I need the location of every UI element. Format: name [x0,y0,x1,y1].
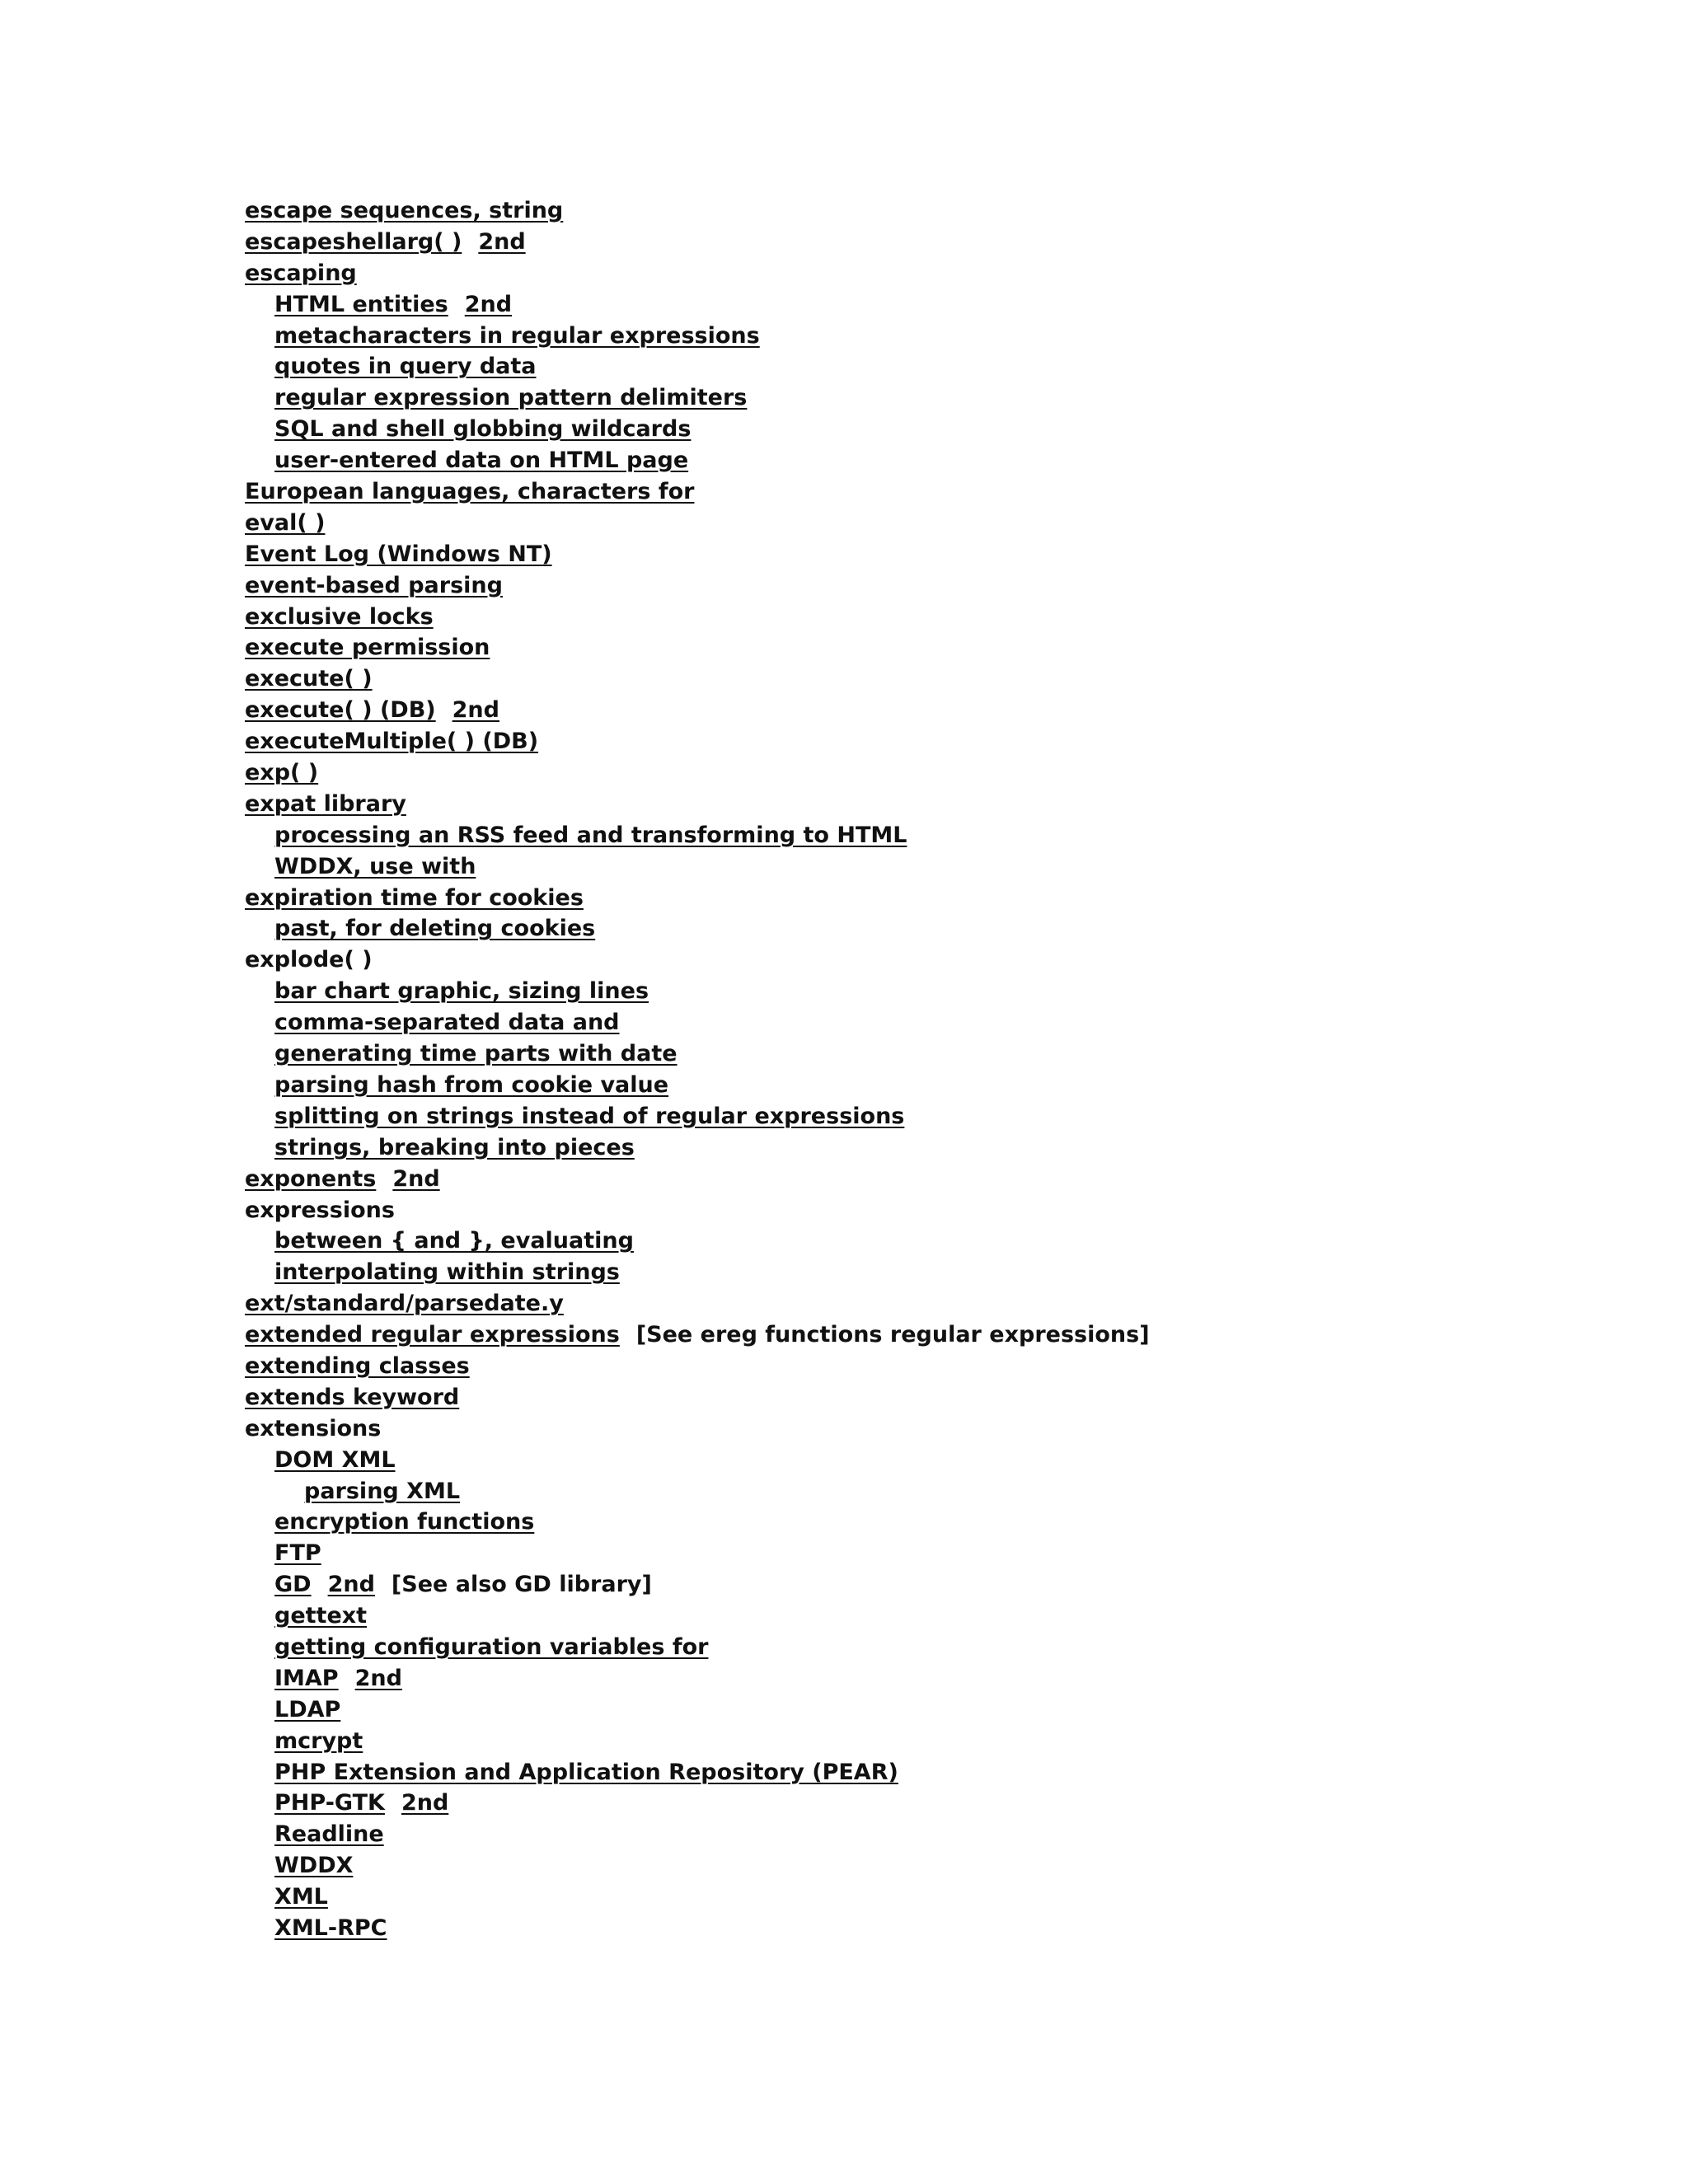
index-entry [245,1601,1646,1632]
index-term-link[interactable]: mcrypt [274,1727,363,1754]
index-term-link[interactable]: regular expression pattern delimiters [274,385,748,411]
index-entry [245,1882,1646,1913]
index-term: expressions [245,1197,395,1223]
index-term-link[interactable]: comma-separated data and [274,1010,620,1036]
index-term-link[interactable]: extends keyword [245,1384,460,1410]
index-entry [245,321,1646,352]
index-entry [245,195,1646,227]
index-ref-link[interactable]: 2nd [327,1572,375,1598]
index-entry [245,913,1646,944]
index-term-link[interactable]: exponents [245,1165,377,1192]
index-term-link[interactable]: execute( ) [245,666,373,692]
index-entry [245,1788,1646,1819]
index-term-link[interactable]: WDDX [274,1853,354,1879]
index-term-link[interactable]: bar chart graphic, sizing lines [274,978,649,1005]
index-term-link[interactable]: escapeshellarg( ) [245,228,462,255]
index-term-link[interactable]: GD [274,1572,312,1598]
index-term-link[interactable]: getting configuration variables for [274,1633,709,1660]
index-entry [245,508,1646,539]
index-term-link[interactable]: HTML entities [274,291,448,317]
index-term-link[interactable]: between { and }, evaluating [274,1228,634,1254]
index-term-link[interactable]: exclusive locks [245,603,434,630]
index-term-link[interactable]: Readline [274,1821,384,1848]
index-entry [245,570,1646,602]
index-ref-link[interactable]: 2nd [464,291,513,317]
index-term-link[interactable]: parsing XML [304,1478,461,1504]
index-entry [245,1445,1646,1476]
index-entry [245,351,1646,382]
index-entry [245,695,1646,726]
index-entry [245,1726,1646,1757]
index-entry [245,976,1646,1007]
index-entry [245,1070,1646,1101]
index-entry [245,757,1646,789]
index-term-link[interactable]: eval( ) [245,509,326,536]
index-entry [245,883,1646,914]
index-term-link[interactable]: XML [274,1884,328,1910]
index-ref-link[interactable]: 2nd [401,1790,449,1816]
index-entry [245,476,1646,508]
index-term-link[interactable]: splitting on strings instead of regular expressions [274,1103,905,1129]
index-entry [245,944,1646,976]
index-term-link[interactable]: user-entered data on HTML page [274,448,689,474]
index-entry [245,1319,1646,1351]
index-term: explode( ) [245,947,373,973]
index-term: extensions [245,1415,382,1441]
index-term-link[interactable]: escaping [245,260,357,286]
index-entry [245,602,1646,633]
index-term-link[interactable]: WDDX, use with [274,853,476,879]
index-entry [245,1507,1646,1538]
index-entry [245,1382,1646,1413]
index-term-link[interactable]: processing an RSS feed and transforming to HTML [274,822,907,848]
index-entry [245,851,1646,883]
index-term-link[interactable]: ext/standard/parsedate.y [245,1291,564,1317]
index-term-link[interactable]: event-based parsing [245,572,503,598]
index-entry [245,1132,1646,1164]
index-term-link[interactable]: gettext [274,1603,368,1629]
index-entry [245,1850,1646,1882]
index-ref-link[interactable]: 2nd [452,697,499,724]
index-entry [245,1101,1646,1132]
index-entry [245,1257,1646,1288]
index-term-link[interactable]: expiration time for cookies [245,884,584,911]
index-term-link[interactable]: European languages, characters for [245,479,695,505]
index-term-link[interactable]: DOM XML [274,1446,396,1473]
index-term-link[interactable]: expat library [245,790,406,817]
index-entry [245,1476,1646,1507]
index-term-link[interactable]: metacharacters in regular expressions [274,322,760,349]
index-term-link[interactable]: execute permission [245,635,490,661]
index-term-link[interactable]: SQL and shell globbing wildcards [274,416,692,443]
index-entry [245,1538,1646,1569]
index-entry [245,289,1646,321]
index-term-link[interactable]: PHP Extension and Application Repository (PEAR) [274,1759,898,1785]
index-entry [245,726,1646,757]
index-term-link[interactable]: strings, breaking into pieces [274,1134,635,1160]
index-term-link[interactable]: past, for deleting cookies [274,916,596,942]
see-also-note: [See also GD library] [391,1572,652,1598]
index-entry [245,258,1646,289]
index-entry [245,1351,1646,1382]
index-term-link[interactable]: executeMultiple( ) (DB) [245,729,539,755]
index-ref-link[interactable]: 2nd [354,1665,402,1691]
index-ref-link[interactable]: 2nd [478,228,526,255]
see-also-note: [See ereg functions regular expressions] [635,1322,1150,1348]
index-entry [245,1413,1646,1445]
index-term-link[interactable]: execute( ) (DB) [245,697,436,724]
index-term-link[interactable]: encryption functions [274,1509,535,1535]
index-entry [245,1038,1646,1070]
index-term-link[interactable]: interpolating within strings [274,1259,620,1286]
index-term-link[interactable]: exp( ) [245,760,319,786]
index-entry [245,789,1646,820]
index-entry [245,414,1646,445]
index-entry [245,663,1646,695]
index-term-link[interactable]: IMAP [274,1665,339,1691]
index-entry [245,1632,1646,1663]
index-entry [245,1819,1646,1850]
index-term-link[interactable]: PHP-GTK [274,1790,385,1816]
index-entry [245,1288,1646,1319]
index-entry [245,445,1646,476]
index-ref-link[interactable]: 2nd [392,1165,440,1192]
index-entry [245,1663,1646,1694]
index-term-link[interactable]: parsing hash from cookie value [274,1071,669,1098]
index-entry [245,539,1646,570]
index-term-link[interactable]: XML-RPC [274,1915,387,1941]
index-term-link[interactable]: extending classes [245,1352,470,1379]
index-entry [245,1757,1646,1788]
index-list [245,195,1646,1944]
index-term-link[interactable]: FTP [274,1540,321,1567]
index-entry [245,1569,1646,1601]
index-entry [245,632,1646,663]
index-term-link[interactable]: Event Log (Windows NT) [245,541,552,567]
index-term-link[interactable]: LDAP [274,1696,341,1722]
index-entry [245,820,1646,851]
index-entry [245,1913,1646,1944]
index-entry [245,227,1646,258]
index-term-link[interactable]: escape sequences, string [245,198,564,223]
index-entry [245,1164,1646,1195]
index-term-link[interactable]: generating time parts with date [274,1041,678,1067]
index-entry [245,382,1646,414]
index-term-link[interactable]: quotes in query data [274,354,537,380]
index-term-link[interactable]: extended regular expressions [245,1322,620,1348]
index-entry [245,1195,1646,1226]
index-entry [245,1694,1646,1726]
index-entry [245,1226,1646,1257]
index-entry [245,1007,1646,1038]
